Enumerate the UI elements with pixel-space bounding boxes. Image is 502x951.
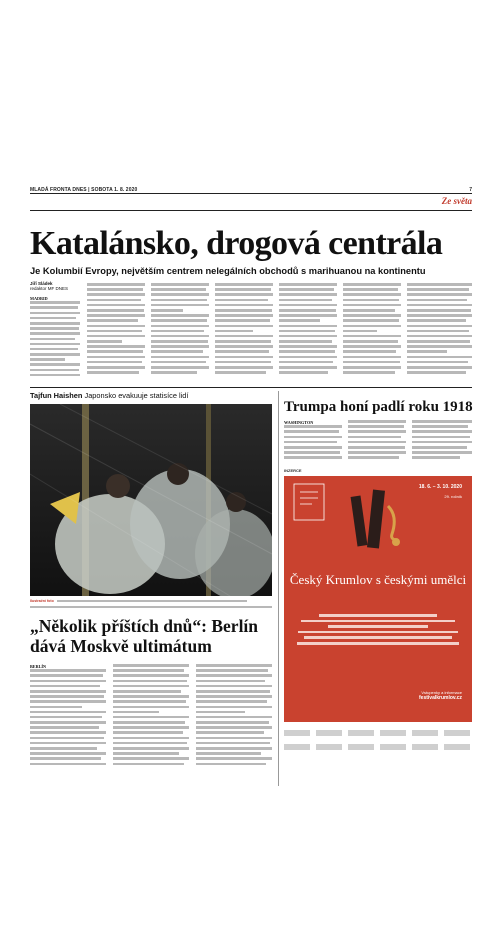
festival-edition: 29. ročník — [444, 494, 462, 499]
sponsor-logo — [284, 730, 310, 736]
photo-story-headline: Japonsko evakuuje statisíce lidí — [84, 391, 189, 400]
news-photo — [30, 404, 272, 596]
right-column-1 — [284, 420, 342, 464]
lead-column-2 — [87, 283, 145, 384]
festival-tickets[interactable] — [419, 690, 462, 701]
lead-subhead: Je Kolumbií Evropy, největším centrem nelegálních obchodů s marihuanou na kontinentu — [30, 266, 426, 276]
right-column-2 — [348, 420, 406, 464]
photo-caption — [30, 599, 272, 611]
lead-dateline: MADRID — [30, 296, 48, 301]
sponsor-logo — [380, 730, 406, 736]
sponsor-logo — [348, 744, 374, 750]
sponsor-logo — [380, 744, 406, 750]
festival-artists — [294, 614, 462, 648]
festival-ad[interactable] — [284, 476, 472, 722]
right-dateline: WASHINGTON — [284, 420, 314, 425]
caption-label: Ilustrační foto — [30, 599, 54, 603]
section-rule — [30, 210, 472, 211]
right-headline: Trumpa honí padlí roku 1918 — [284, 399, 473, 415]
photo-story-header — [30, 391, 272, 401]
sponsor-logo — [284, 744, 310, 750]
second-dateline: BERLÍN — [30, 664, 47, 669]
second-column-1 — [30, 664, 106, 774]
festival-dates: 18. 6. – 3. 10. 2020 — [418, 484, 462, 490]
sponsor-logo — [316, 730, 342, 736]
sponsor-logo — [316, 744, 342, 750]
lead-column-5 — [279, 283, 337, 384]
second-headline: „Několik příštích dnů“: Berlín dává Moskvě ultimátum — [30, 616, 259, 656]
sponsor-logo — [348, 730, 374, 736]
page-header — [30, 186, 472, 194]
author-box — [30, 281, 80, 291]
lead-column-1 — [30, 296, 80, 384]
sponsor-logo — [412, 730, 438, 736]
rain-crowd-illustration — [30, 404, 272, 596]
second-column-3 — [196, 664, 272, 774]
sponsor-logos — [284, 726, 472, 766]
sponsor-logo — [412, 744, 438, 750]
author-role: redaktor MF DNES — [30, 286, 69, 291]
ad-label: INZERCE — [284, 468, 302, 473]
right-column-3 — [412, 420, 472, 464]
lead-column-7 — [407, 283, 472, 384]
page-number: 7 — [469, 187, 472, 193]
sponsor-logo — [444, 744, 470, 750]
photo-story-kicker: Tajfun Haishen — [30, 391, 83, 400]
tickets-title: Vstupenky a informace — [421, 690, 462, 695]
lead-bottom-rule — [30, 387, 472, 388]
tickets-url[interactable]: festivalkrumlov.cz — [419, 695, 462, 701]
sponsor-logo — [444, 730, 470, 736]
author-name: Jiří Sládek — [30, 281, 53, 286]
lead-column-4 — [215, 283, 273, 384]
newspaper-page — [30, 186, 472, 786]
festival-logo-graphic — [284, 476, 472, 572]
lead-headline: Katalánsko, drogová centrála — [30, 225, 443, 262]
festival-title: Český Krumlov s českými umělci — [289, 572, 467, 587]
column-separator — [278, 391, 279, 786]
issue-info: MLADÁ FRONTA DNES | SOBOTA 1. 8. 2020 — [30, 187, 138, 193]
lead-column-3 — [151, 283, 209, 384]
lead-column-6 — [343, 283, 401, 384]
second-column-2 — [113, 664, 189, 774]
section-title: Ze světa — [441, 196, 472, 206]
